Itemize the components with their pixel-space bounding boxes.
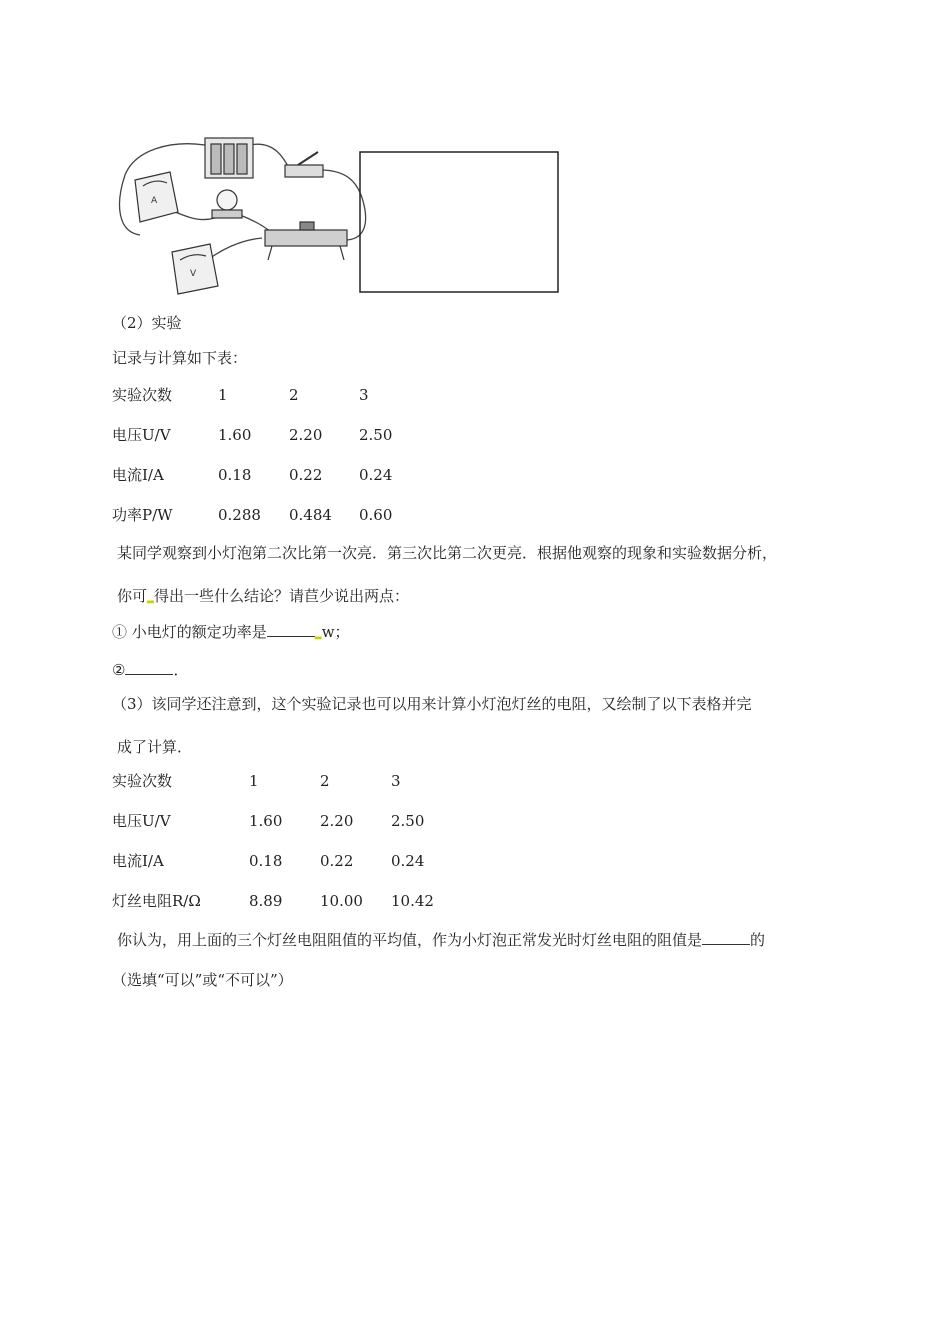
table-cell: 3 bbox=[391, 772, 401, 790]
battery-icon bbox=[205, 138, 253, 178]
table-cell: 2.20 bbox=[289, 426, 323, 444]
table-cell: 10.42 bbox=[391, 892, 434, 910]
table-cell: 1.60 bbox=[218, 426, 252, 444]
table-cell: 0.18 bbox=[249, 852, 283, 870]
table-cell: 1 bbox=[218, 386, 228, 404]
table-cell: 2 bbox=[289, 386, 299, 404]
table-cell: 0.24 bbox=[359, 466, 393, 484]
lamp-icon bbox=[212, 190, 242, 218]
section3-hint: （选填“可以”或“不可以”） bbox=[112, 971, 293, 989]
ammeter-label: A bbox=[151, 196, 158, 206]
question-text bbox=[117, 586, 409, 609]
section3-question-suffix: 的 bbox=[750, 931, 766, 949]
answer-blank-3[interactable] bbox=[702, 930, 750, 945]
table-cell: 0.24 bbox=[391, 852, 425, 870]
answer-item-2-prefix: ② bbox=[112, 661, 126, 679]
section3-question-prefix: 你认为，用上面的三个灯丝电阻阻值的平均值，作为小灯泡正常发光时灯丝电阻的阻值是 bbox=[117, 931, 703, 949]
section2-heading: （2）实验 bbox=[112, 314, 182, 332]
mark-dot: ▂ bbox=[147, 594, 154, 604]
ammeter-icon bbox=[135, 172, 178, 222]
section3-line1: （3）该同学还注意到，这个实验记录也可以用来计算小灯泡灯丝的电阻，又绘制了以下表格并完 bbox=[112, 695, 752, 713]
answer-item-2-suffix: ． bbox=[173, 661, 189, 679]
table-cell: 2.20 bbox=[320, 812, 354, 830]
table-cell: 0.22 bbox=[320, 852, 354, 870]
rheostat-icon bbox=[265, 222, 347, 260]
answer-item-1 bbox=[112, 622, 350, 645]
observation-text: 某同学观察到小灯泡第二次比第一次亮．第三次比第二次更亮．根据他观察的现象和实验数据分析， bbox=[117, 544, 778, 562]
table-cell: 0.18 bbox=[218, 466, 252, 484]
table-cell: 0.288 bbox=[218, 506, 261, 524]
table-cell: 10.00 bbox=[320, 892, 363, 910]
table-cell: 2.50 bbox=[391, 812, 425, 830]
table-cell: 8.89 bbox=[249, 892, 283, 910]
table-cell: 2.50 bbox=[359, 426, 393, 444]
section2-intro: 记录与计算如下表： bbox=[112, 349, 248, 367]
table-cell: 0.60 bbox=[359, 506, 393, 524]
table-cell: 功率P/W bbox=[112, 506, 173, 524]
answer-blank-2[interactable] bbox=[125, 660, 173, 675]
table-cell: 灯丝电阻R/Ω bbox=[112, 892, 201, 910]
mark-dot: ▂ bbox=[314, 630, 322, 640]
question-text-a: 你可 bbox=[117, 587, 148, 605]
question-text-b: 得出一些什么结论？请苣少说出两点： bbox=[153, 587, 409, 605]
answer-item-1-prefix: ① 小电灯的额定功率是 bbox=[112, 623, 267, 641]
answer-item-2 bbox=[112, 660, 188, 680]
table-cell: 实验次数 bbox=[112, 386, 173, 404]
circuit-diagram-box bbox=[360, 152, 558, 292]
section3-question bbox=[117, 930, 765, 950]
table-cell: 电流I/A bbox=[112, 852, 164, 870]
circuit-figure bbox=[0, 0, 950, 310]
table-cell: 0.484 bbox=[289, 506, 332, 524]
voltmeter-label: V bbox=[190, 269, 197, 279]
answer-item-1-suffix: w； bbox=[321, 623, 350, 641]
switch-icon bbox=[285, 152, 323, 177]
table-cell: 1.60 bbox=[249, 812, 283, 830]
table-cell: 实验次数 bbox=[112, 772, 173, 790]
table-cell: 2 bbox=[320, 772, 330, 790]
table-cell: 电压U/V bbox=[112, 812, 171, 830]
table-cell: 0.22 bbox=[289, 466, 323, 484]
section3-line2: 成了计算． bbox=[117, 738, 193, 756]
table-cell: 3 bbox=[359, 386, 369, 404]
answer-blank-1[interactable] bbox=[267, 622, 315, 637]
table-cell: 1 bbox=[249, 772, 259, 790]
table-cell: 电压U/V bbox=[112, 426, 171, 444]
voltmeter-icon bbox=[172, 244, 218, 294]
table-cell: 电流I/A bbox=[112, 466, 164, 484]
